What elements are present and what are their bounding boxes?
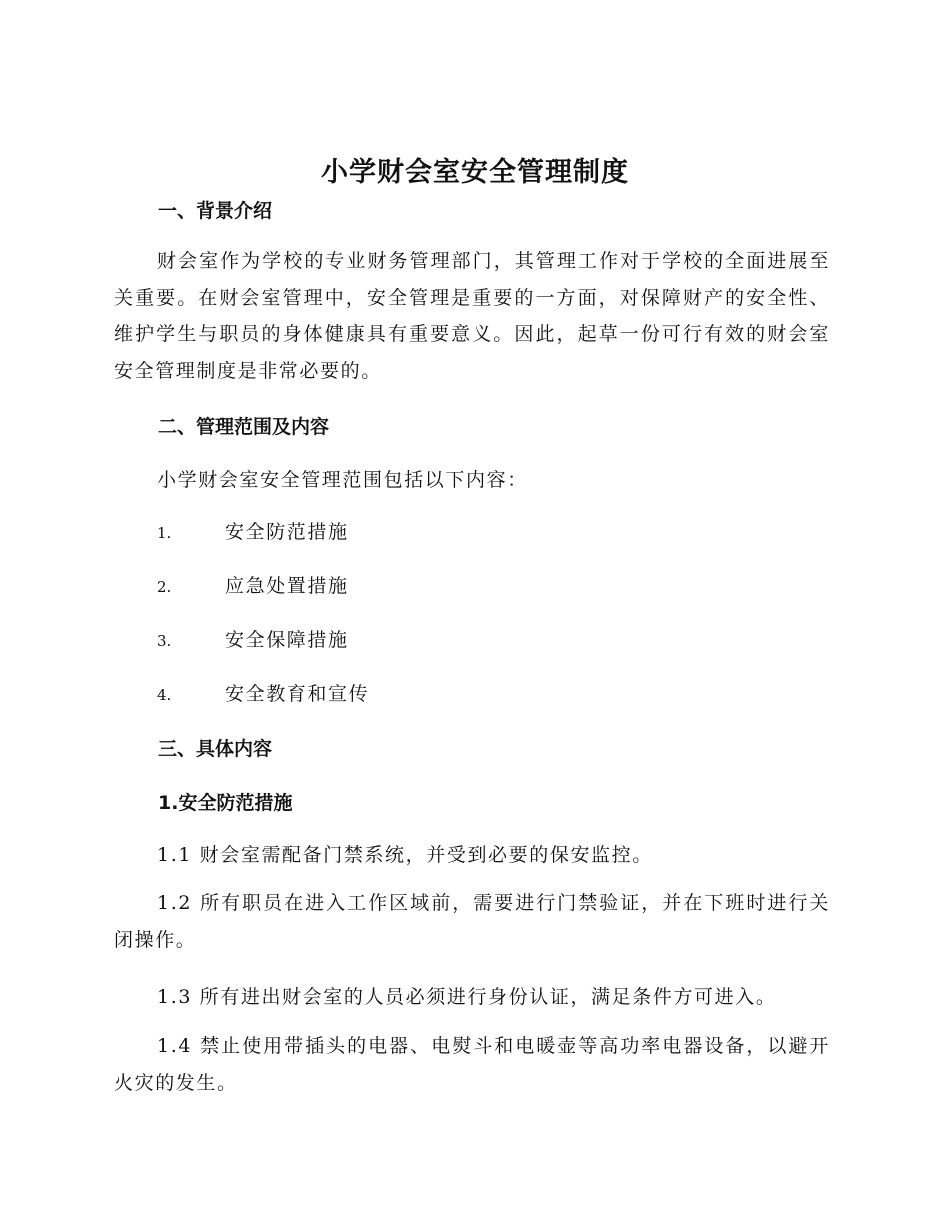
section-heading-scope: 二、管理范围及内容 — [158, 416, 330, 438]
clause-1-3: 1.3 所有进出财会室的人员必须进行身份认证，满足条件方可进入。 — [157, 986, 777, 1008]
list-item — [157, 679, 369, 706]
clause-1-2: 1.2 所有职员在进入工作区域前，需要进行门禁验证，并在下班时进行关闭操作。 — [114, 892, 830, 951]
list-item — [157, 571, 349, 598]
clause-1-1: 1.1 财会室需配备门禁系统，并受到必要的保安监控。 — [157, 844, 653, 866]
list-item-number: 1. — [157, 524, 172, 542]
list-item — [157, 625, 349, 652]
sub-heading-prevention: 1.安全防范措施 — [158, 792, 293, 814]
list-item-text: 安全防范措施 — [225, 521, 349, 543]
section-heading-details: 三、具体内容 — [158, 738, 273, 760]
background-paragraph: 财会室作为学校的专业财务管理部门，其管理工作对于学校的全面进展至关重要。在财会室管理中，安全管理是重要的一方面，对保障财产的安全性、维护学生与职员的身体健康具有重要意义。因此，起草一份可行有效的财会室安全管理制度是非常必要的。 — [114, 250, 830, 382]
list-item-text: 安全保障措施 — [225, 629, 349, 651]
list-item-text: 应急处置措施 — [225, 575, 349, 597]
list-item-number: 4. — [157, 686, 172, 704]
document-title: 小学财会室安全管理制度 — [321, 157, 629, 188]
scope-intro: 小学财会室安全管理范围包括以下内容： — [157, 469, 528, 491]
list-item-text: 安全教育和宣传 — [225, 683, 370, 705]
list-item — [157, 517, 349, 544]
list-item-number: 3. — [157, 632, 172, 650]
section-heading-background: 一、背景介绍 — [158, 200, 273, 222]
clause-1-4: 1.4 禁止使用带插头的电器、电熨斗和电暖壶等高功率电器设备，以避开火灾的发生。 — [114, 1035, 830, 1094]
list-item-number: 2. — [157, 578, 172, 596]
